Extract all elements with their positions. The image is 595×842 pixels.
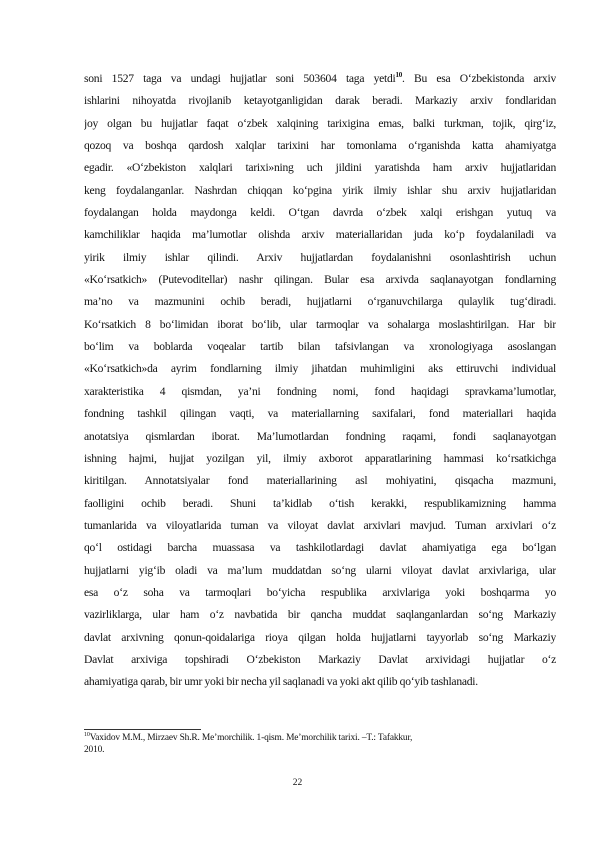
footnote-ref[interactable]: 10 [395,71,403,80]
text-line-24: esa o‘z soha va tarmoqlari bo‘yicha respublika arxivlariga yoki boshqarma yo [84,585,556,599]
text-line-23: hujjatlarni yig‘ib oladi va ma’lum muddatdan so‘ng ularni viloyat davlat arxivlariga, ular [84,563,556,577]
text-line-12: Ko‘rsatkich 8 bo‘limidan iborat bo‘lib, ular tarmoqlar va sohalarga moslashtirilgan. Har bir [84,317,556,331]
footnote-divider [84,729,201,730]
text-line-11: ma’no va mazmunini ochib beradi, hujjatlarni o‘rganuvchilarga qulaylik tug‘diradi. [84,295,556,309]
text-line-14: «Ko‘rsatkich»da ayrim fondlarning ilmiy jihatdan muhimligini aks ettiruvchi individual [84,362,556,376]
text-line-7: foydalangan holda maydonga keldi. O‘tgan davrda o‘zbek xalqi erishgan yutuq va [84,206,556,220]
footnote-text: Vaxidov M.M., Mirzaev Sh.R. Me’morchilik. 1-qism. Me’morchilik tarixi. –T.: Tafakkur, [89,733,413,743]
text-line-27: Davlat arxiviga topshiradi O‘zbekiston Markaziy Davlat arxividagi hujjatlar o‘z [84,652,556,666]
text-line-3: joy olgan bu hujjatlar faqat o‘zbek xalqining tarixigina emas, balki turkman, tojik, qirg‘iz, [84,116,556,130]
text-line-13: bo‘lim va boblarda voqealar tartib bilan tafsivlangan va xronologiyaga asoslangan [84,340,556,354]
text-line-22: qo‘l ostidagi barcha muassasa va tashkilotlardagi davlat ahamiyatiga ega bo‘lgan [84,541,556,555]
document-body [84,68,556,694]
text-line-15: xarakteristika 4 qismdan, ya’ni fondning nomi, fond haqidagi spravkama’lumotlar, [84,384,556,398]
text-line-5: egadir. «O‘zbekiston xalqlari tarixi»ning uch jildini yaratishda ham arxiv hujjatlaridan [84,161,556,175]
text-line-17: anotatsiya qismlardan iborat. Ma’lumotlardan fondning raqami, fondi saqlanayotgan [84,429,556,443]
text-line-26: davlat arxivning qonun-qoidalariga rioya qilgan holda hujjatlarni tayyorlab so‘ng Markaziy [84,630,556,644]
text-line-20: faolligini ochib beradi. Shuni ta’kidlab o‘tish kerakki, respublikamizning hamma [84,496,556,510]
text-line-8: kamchiliklar haqida ma’lumotlar olishda arxiv materiallaridan juda ko‘p foydalaniladi va [84,228,556,242]
footnote-year: 2010. [84,745,105,755]
text-line-6: keng foydalanganlar. Nashrdan chiqqan ko‘pgina yirik ilmiy ishlar shu arxiv hujjatlaridan [84,183,556,197]
text-line-28: ahamiyatiga qarab, bir umr yoki bir necha yil saqlanadi va yoki akt qilib qo‘yib tashlanadi. [84,675,478,689]
text-line-16: fondning tashkil qilingan vaqti, va materiallarning saxifalari, fond materiallari haqida [84,407,556,421]
text-line-1: soni 1527 taga va undagi hujjatlar soni 503604 taga yetdi$^{10}$. Bu esa O‘zbekistonda arxiv [84,71,556,85]
footnote-marker: 10 [84,731,90,738]
text-line-18: ishning hajmi, hujjat yozilgan yil, ilmiy axborot apparatlarining hammasi ko‘rsatkichga [84,451,556,465]
page-number: 22 [292,778,303,788]
text-line-10: «Ko‘rsatkich» (Putevoditellar) nashr qilingan. Bular esa arxivda saqlanayotgan fondlarning [84,273,556,287]
text-line-2: ishlarini nihoyatda rivojlanib ketayotganligidan darak beradi. Markaziy arxiv fondlaridan [84,94,556,108]
text-line-25: vazirliklarga, ular ham o‘z navbatida bir qancha muddat saqlanganlardan so‘ng Markaziy [84,608,556,622]
footnote [84,732,554,756]
text-line-4: qozoq va boshqa qardosh xalqlar tarixini har tomonlama o‘rganishda katta ahamiyatga [84,139,556,153]
text-line-19: kiritilgan. Annotatsiyalar fond materiallarining asl mohiyatini, qisqacha mazmuni, [84,474,556,488]
text-line-9: yirik ilmiy ishlar qilindi. Arxiv hujjatlardan foydalanishni osonlashtirish uchun [84,250,556,264]
text-line-21: tumanlarida va viloyatlarida tuman va viloyat davlat arxivlari mavjud. Tuman arxivlari o‘z [84,518,556,532]
